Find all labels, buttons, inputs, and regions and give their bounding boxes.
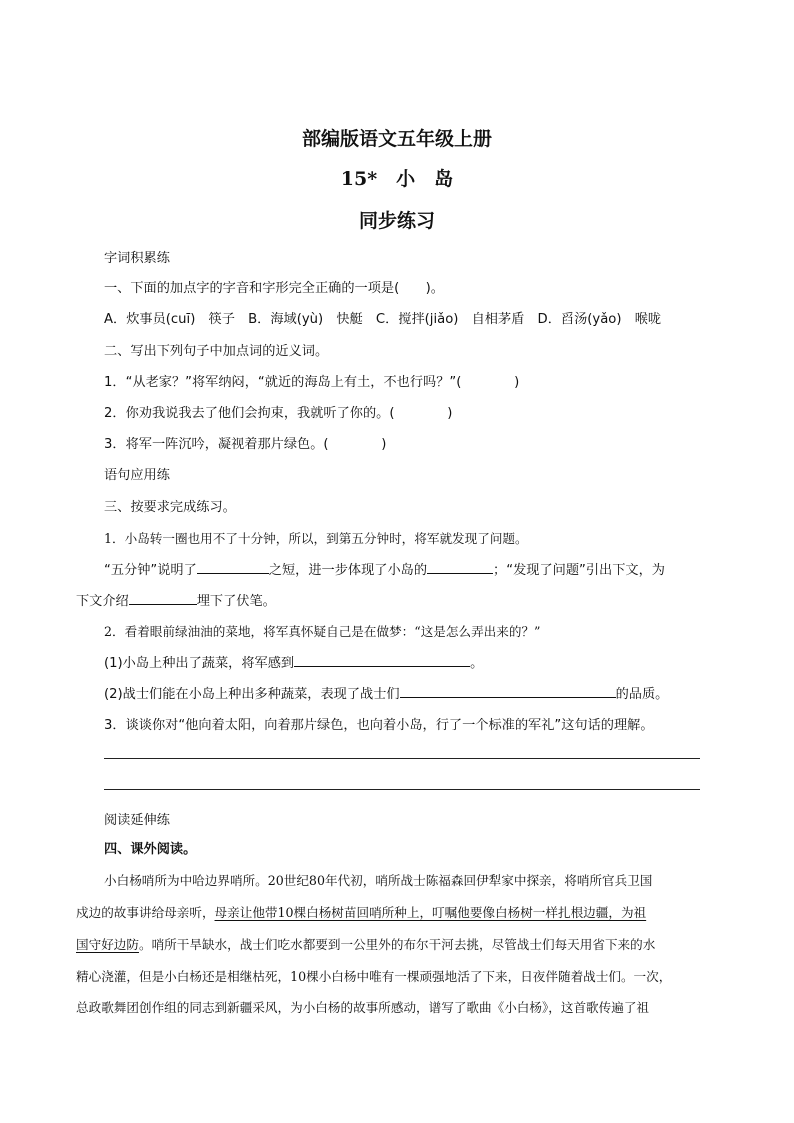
- question-2: 二、写出下列句子中加点词的近义词。: [104, 344, 329, 359]
- lesson-title: 15* 小 岛: [340, 168, 454, 190]
- question-3-item-2: 2．看着眼前绿油油的菜地，将军真怀疑自己是在做梦：“这是怎么弄出来的？”: [104, 624, 541, 639]
- reading-text: 。哨所干旱缺水，战士们吃水都要到一公里外的布尔干河去挑，尽管战士们每天用省下来的水: [138, 937, 656, 952]
- question-3-item-3: 3．谈谈你对“他向着太阳，向着那片绿色，也向着小岛，行了一个标准的军礼”这句话的理解。: [104, 718, 654, 733]
- answer-blank[interactable]: [294, 653, 470, 667]
- reading-line-4: 精心浇灌，但是小白杨还是相继枯死，10棵小白杨中唯有一棵顽强地活了下来，日夜伴随着战士们。一次，: [76, 969, 672, 984]
- reading-line-1: 小白杨哨所为中哈边界哨所。20世纪80年代初，哨所战士陈福森回伊犁家中探亲，将哨所官兵卫国: [104, 873, 653, 888]
- answer-line[interactable]: [104, 758, 700, 759]
- reading-text: 戍边的故事讲给母亲听，: [76, 905, 215, 920]
- question-3-item-2-fill-1: [104, 652, 483, 671]
- fill-text: (2)战士们能在小岛上种出多种蔬菜，表现了战士们: [104, 687, 400, 702]
- reading-underlined-text: 国守好边防: [76, 937, 139, 952]
- fill-text: 的品质。: [615, 687, 669, 702]
- answer-blank[interactable]: [129, 591, 197, 605]
- section-heading-reading: 阅读延伸练: [104, 813, 170, 828]
- answer-blank[interactable]: [197, 560, 269, 574]
- question-3-item-1-fill-b: [76, 590, 276, 609]
- answer-line[interactable]: [104, 789, 700, 790]
- question-1-options: A．炊事员(cuī) 筷子 B．海域(yù) 快艇 C．搅拌(jiǎo) 自相茅盾 D．舀汤(yǎo) 喉咙: [104, 312, 662, 327]
- question-2-item-1: 1．“从老家？”将军纳闷，“就近的海岛上有土，不也行吗？”( ): [104, 375, 520, 390]
- question-2-item-3: 3．将军一阵沉吟，凝视着那片绿色。( ): [104, 437, 387, 452]
- question-2-item-2: 2．你劝我说我去了他们会拘束，我就听了你的。( ): [104, 406, 453, 421]
- page-title: 部编版语文五年级上册: [301, 128, 492, 150]
- question-3-item-1-fill-a: [104, 559, 665, 578]
- answer-blank[interactable]: [427, 560, 493, 574]
- answer-blank[interactable]: [400, 684, 616, 698]
- reading-line-2: [76, 902, 646, 921]
- fill-text: 埋下了伏笔。: [196, 594, 276, 609]
- page-subtitle: 同步练习: [358, 210, 435, 232]
- fill-text: “五分钟”说明了: [104, 563, 197, 578]
- question-3-item-2-fill-2: [104, 683, 668, 702]
- section-heading-vocab: 字词积累练: [104, 251, 170, 266]
- fill-text: (1)小岛上种出了蔬菜，将军感到: [104, 656, 295, 671]
- fill-text: 之短，进一步体现了小岛的: [268, 563, 428, 578]
- reading-underlined-text: 母亲让他带10棵白杨树苗回哨所种上，叮嘱他要像白杨树一样扎根边疆，为祖: [214, 905, 647, 920]
- reading-line-3: [76, 934, 655, 953]
- fill-text: 。: [470, 656, 484, 671]
- fill-text: ；“发现了问题”引出下文，为: [493, 563, 665, 578]
- question-3-item-1: 1．小岛转一圈也用不了十分钟，所以，到第五分钟时，将军就发现了问题。: [104, 531, 528, 546]
- section-heading-sentences: 语句应用练: [104, 468, 170, 483]
- reading-line-5: 总政歌舞团创作组的同志到新疆采风，为小白杨的故事所感动，谱写了歌曲《小白杨》，这首歌传遍了祖: [76, 1000, 650, 1015]
- question-1: 一、下面的加点字的字音和字形完全正确的一项是( )。: [104, 281, 444, 296]
- fill-text: 下文介绍: [76, 594, 129, 609]
- question-4: 四、课外阅读。: [104, 842, 197, 857]
- question-3: 三、按要求完成练习。: [104, 500, 236, 515]
